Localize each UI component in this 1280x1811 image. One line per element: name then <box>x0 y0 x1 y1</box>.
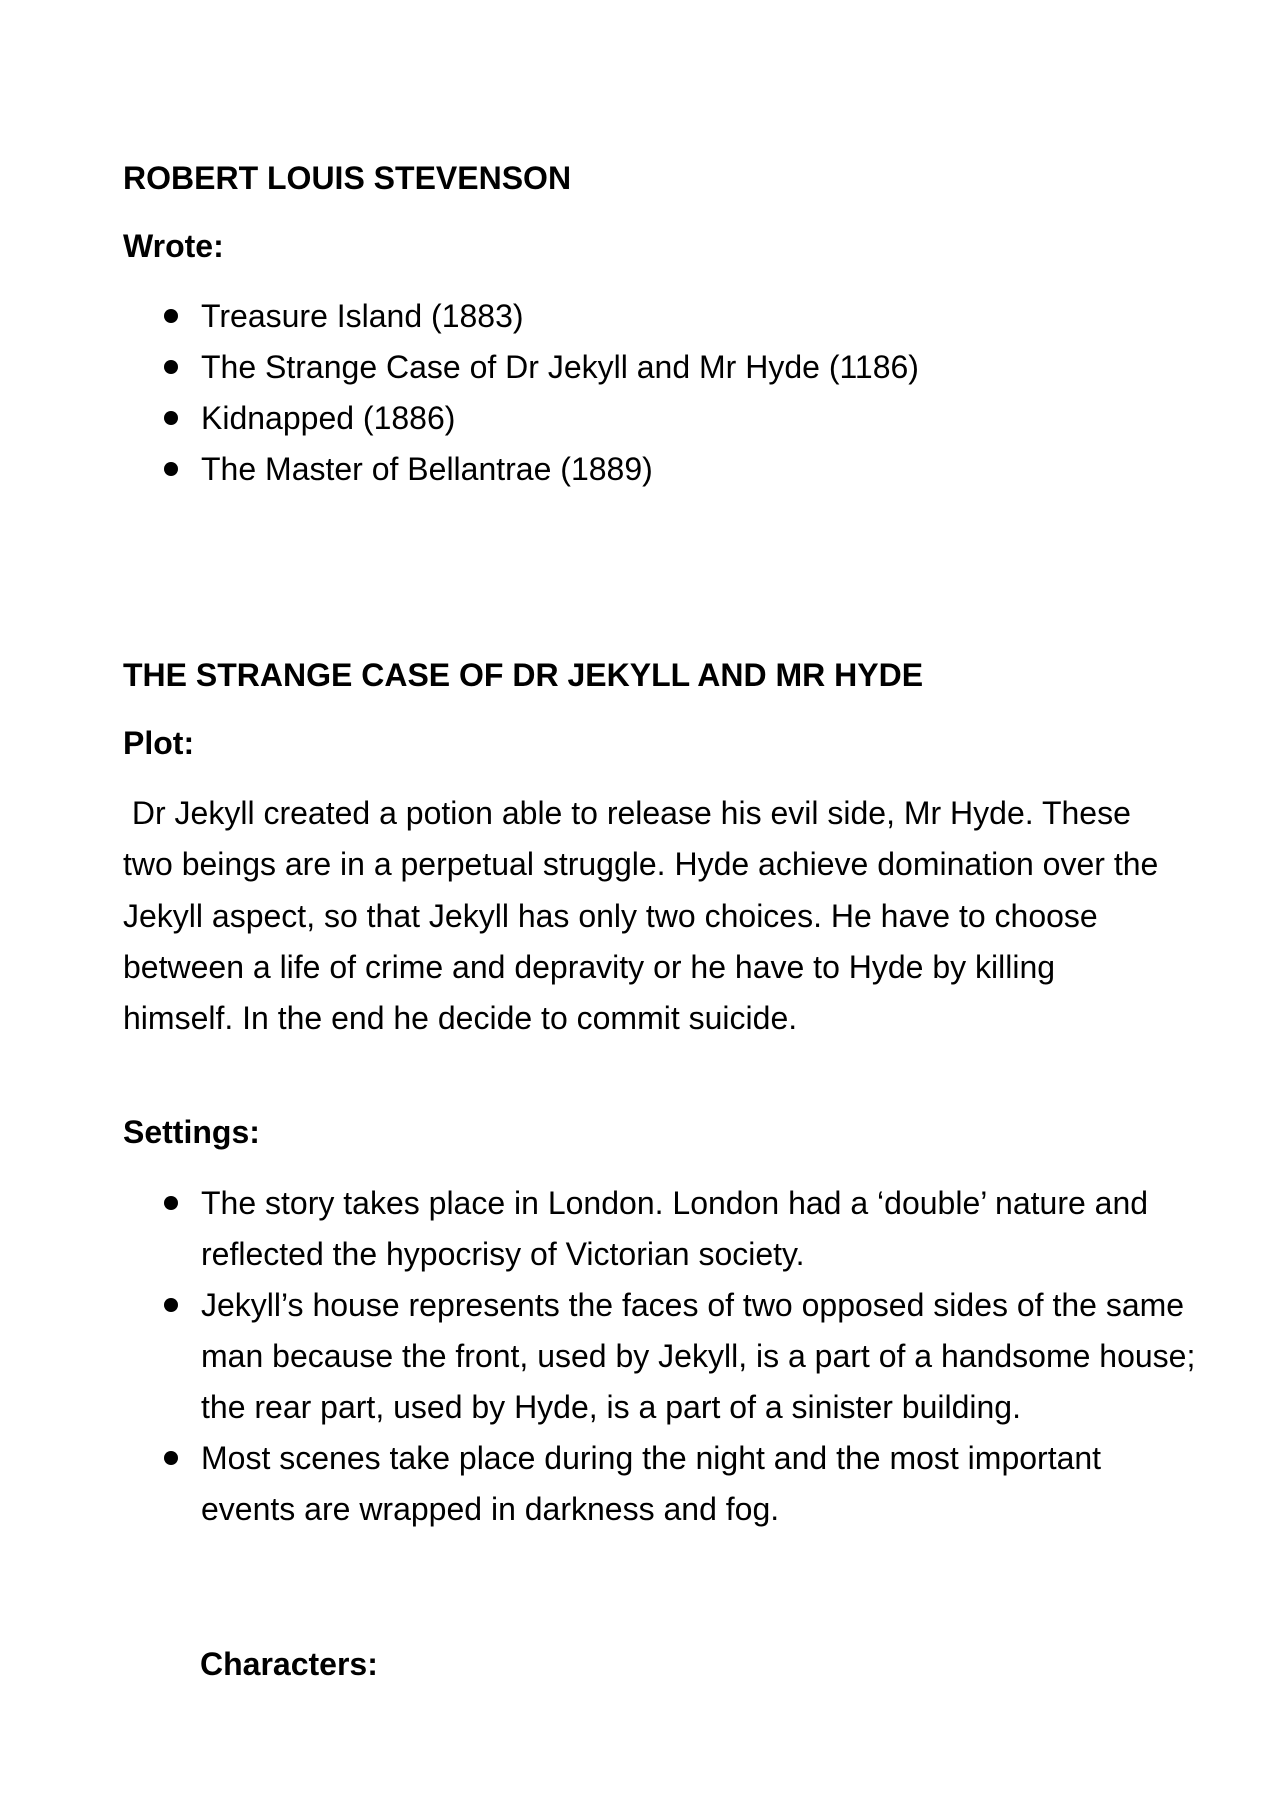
settings-list <box>123 1178 1201 1535</box>
settings-label: Settings: <box>123 1114 260 1150</box>
list-item <box>123 1433 1201 1535</box>
bullet-icon <box>164 1298 178 1312</box>
work-title: The Master of Bellantrae (1889) <box>201 451 653 487</box>
work-title: Treasure Island (1883) <box>201 298 524 334</box>
work-title: The Strange Case of Dr Jekyll and Mr Hyde (1186) <box>201 349 919 385</box>
works-list <box>123 291 919 495</box>
novel-heading: THE STRANGE CASE OF DR JEKYLL AND MR HYDE <box>123 657 924 693</box>
bullet-icon <box>164 462 178 476</box>
bullet-icon <box>164 360 178 374</box>
list-item <box>123 444 919 495</box>
list-item <box>123 1178 1201 1280</box>
list-item <box>123 393 919 444</box>
setting-text: Most scenes take place during the night and the most important events are wrapped in darkness and fog. <box>201 1440 1102 1527</box>
author-heading: ROBERT LOUIS STEVENSON <box>123 160 572 196</box>
bullet-icon <box>164 1196 178 1210</box>
bullet-icon <box>164 1451 178 1465</box>
plot-label: Plot: <box>123 725 195 761</box>
list-item <box>123 342 919 393</box>
list-item <box>123 291 919 342</box>
work-title: Kidnapped (1886) <box>201 400 456 436</box>
bullet-icon <box>164 411 178 425</box>
bullet-icon <box>164 309 178 323</box>
list-item <box>123 1280 1201 1433</box>
wrote-label: Wrote: <box>123 228 224 264</box>
setting-text: The story takes place in London. London had a ‘double’ nature and reflected the hypocrisy of Victorian society. <box>201 1185 1149 1272</box>
plot-paragraph: Dr Jekyll created a potion able to release his evil side, Mr Hyde. These two beings are in a perpetual struggle. Hyde achieve domination over the Jekyll aspect, so that Jekyll has only two choices. He have to choose between a life of crime and depravity or he have to Hyde by killing himself. In the end he decide to commit suicide. <box>123 795 1168 1037</box>
setting-text: Jekyll’s house represents the faces of two opposed sides of the same man because the front, used by Jekyll, is a part of a handsome house; the rear part, used by Hyde, is a part of a sinister building. <box>201 1287 1196 1425</box>
characters-label: Characters: <box>200 1646 378 1682</box>
